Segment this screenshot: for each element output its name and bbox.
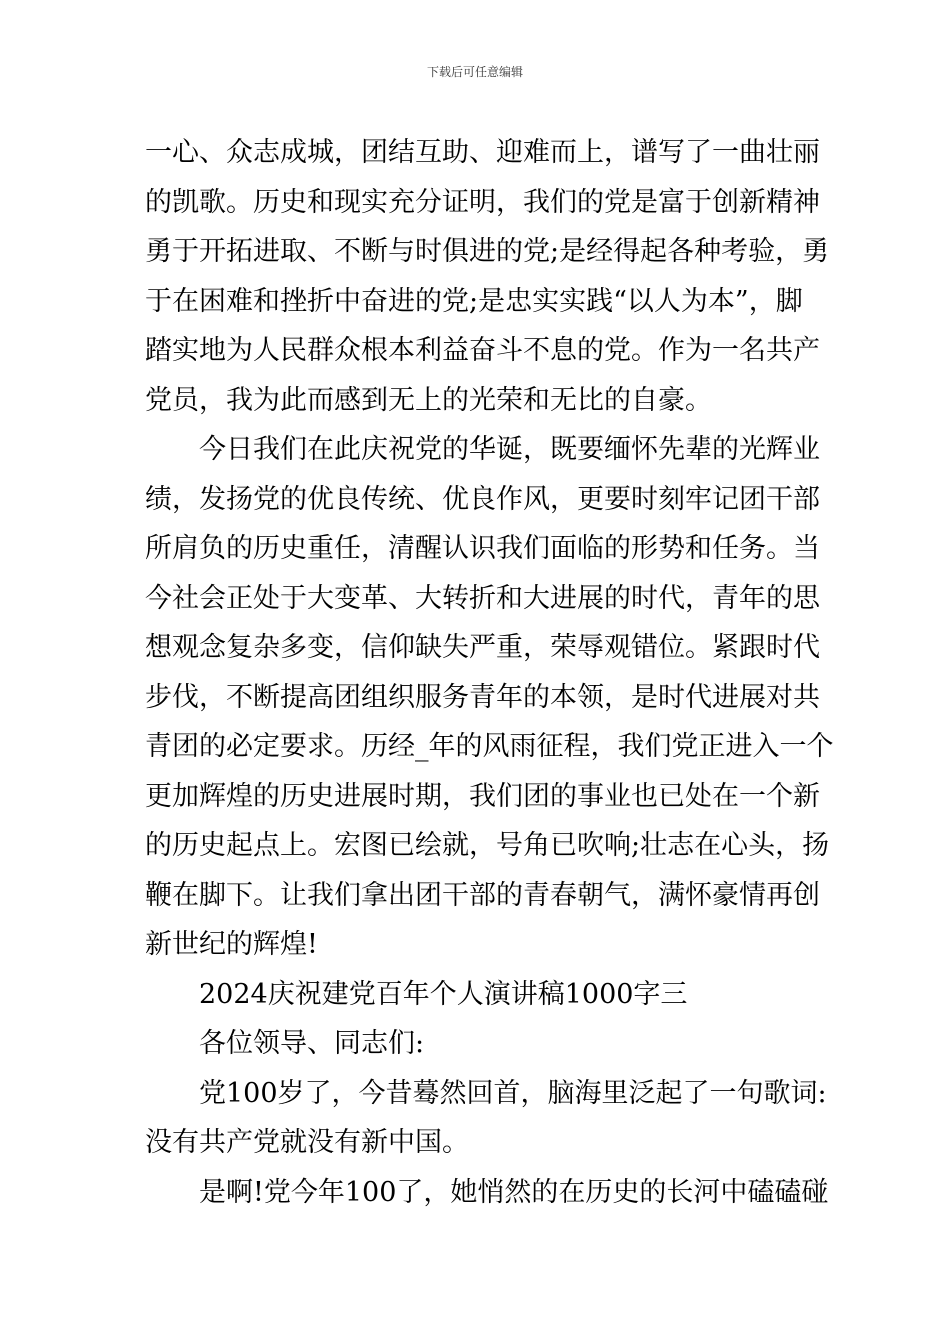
text-line: 步伐，不断提高团组织服务青年的本领，是时代进展对共 [145,681,820,713]
text-line: 今社会正处于大变革、大转折和大进展的时代，青年的思 [145,582,820,614]
text-line: 的历史起点上。宏图已绘就，号角已吹响;壮志在心头，扬 [145,830,830,861]
page-header: 下载后可任意编辑 [426,65,523,79]
text-line: 党员，我为此而感到无上的光荣和无比的自豪。 [145,384,712,416]
text-line: 于在困难和挫折中奋进的党;是忠实实践“以人为本”，脚 [145,285,803,317]
text-line: 今日我们在此庆祝党的华诞，既要缅怀先辈的光辉业 [199,434,820,465]
text-line: 党100岁了，今昔蓦然回首，脑海里泛起了一句歌词: [199,1077,827,1109]
text-line: 是啊!党今年100了，她悄然的在历史的长河中磕磕碰 [199,1176,829,1208]
text-line: 没有共产党就没有新中国。 [145,1127,469,1158]
document-body [145,128,834,1217]
text-line: 更加辉煌的历史进展时期，我们团的事业也已处在一个新 [145,780,820,812]
text-line: 的凯歌。历史和现实充分证明，我们的党是富于创新精神 [145,186,820,218]
text-line: 所肩负的历史重任，清醒认识我们面临的形势和任务。当 [145,533,820,564]
text-line: 新世纪的辉煌! [145,929,318,960]
text-line: 2024庆祝建党百年个人演讲稿1000字三 [199,978,688,1010]
text-line: 绩，发扬党的优良传统、优良作风，更要时刻牢记团干部 [145,483,820,515]
text-line: 一心、众志成城，团结互助、迎难而上，谱写了一曲壮丽 [145,137,820,168]
text-line: 踏实地为人民群众根本利益奋斗不息的党。作为一名共产 [145,335,820,366]
text-line: 各位领导、同志们: [199,1028,425,1059]
text-line: 勇于开拓进取、不断与时俱进的党;是经得起各种考验，勇 [145,236,830,267]
text-line: 想观念复杂多变，信仰缺失严重，荣辱观错位。紧跟时代 [145,632,820,663]
text-line: 青团的必定要求。历经_年的风雨征程，我们党正进入一个 [145,731,834,762]
text-line: 鞭在脚下。让我们拿出团干部的青春朝气，满怀豪情再创 [145,879,820,911]
